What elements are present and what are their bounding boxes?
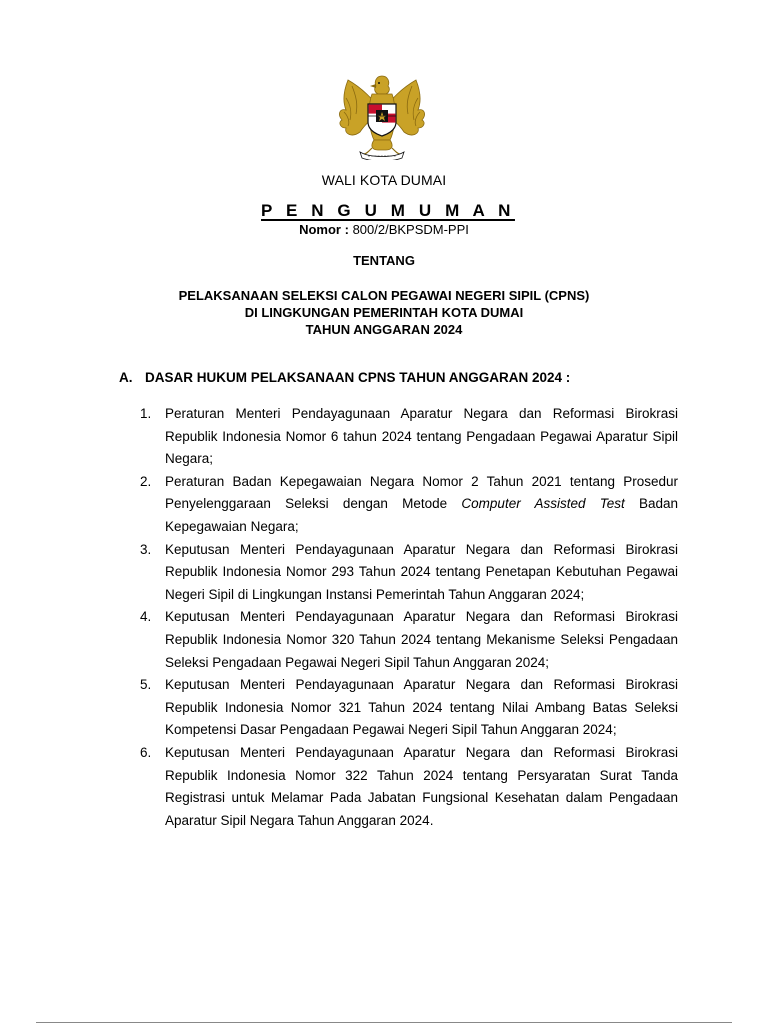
list-item	[140, 606, 678, 674]
document-number	[0, 222, 768, 237]
list-item-number: 2.	[140, 473, 152, 489]
section-a-heading	[119, 370, 570, 385]
list-item-text-italic: Computer Assisted Test	[461, 496, 625, 512]
subject-line: TAHUN ANGGARAN 2024	[305, 322, 463, 337]
list-item-text: Keputusan Menteri Pendayagunaan Aparatur Negara dan Reformasi Birokrasi Republik Indonesia Nomor 293 Tahun 2024 tentang Penetapan Kebutuhan Pegawai Negeri Sipil di Lingkungan Instansi Pemerintah Tahun Anggaran 2024;	[165, 541, 678, 602]
document-number-label: Nomor :	[299, 222, 349, 237]
list-item-number: 5.	[140, 677, 152, 693]
list-item-text-part: Badan Kepegawaian Negara;	[165, 496, 679, 534]
section-letter: A.	[119, 370, 133, 385]
document-subject	[0, 287, 768, 338]
tentang-label: TENTANG	[353, 253, 415, 268]
list-item-text	[165, 471, 678, 539]
list-item	[140, 674, 678, 742]
issuing-authority: WALI KOTA DUMAI	[321, 172, 447, 188]
subject-line: PELAKSANAAN SELEKSI CALON PEGAWAI NEGERI SIPIL (CPNS)	[178, 288, 590, 303]
list-item-number: 4.	[140, 609, 152, 625]
list-item-text-part: Peraturan Badan Kepegawaian Negara Nomor 2 Tahun 2021 tentang Prosedur Penyelenggaraan Seleksi dengan Metode	[165, 473, 678, 512]
garuda-pancasila-icon	[334, 70, 430, 160]
list-item-number: 1.	[140, 406, 152, 421]
page-bottom-divider	[36, 1022, 732, 1023]
list-item	[140, 403, 678, 471]
section-title: DASAR HUKUM PELAKSANAAN CPNS TAHUN ANGGARAN 2024 :	[145, 370, 571, 385]
list-item-text: Keputusan Menteri Pendayagunaan Aparatur Negara dan Reformasi Birokrasi Republik Indonesia Nomor 322 Tahun 2024 tentang Persyaratan Surat Tanda Registrasi untuk Melamar Pada Jabatan Fungsional Kesehatan dalam Pengadaan Aparatur Sipil Negara Tahun Anggaran 2024.	[165, 744, 678, 828]
legal-basis-list	[140, 403, 678, 832]
list-item-text: Keputusan Menteri Pendayagunaan Aparatur Negara dan Reformasi Birokrasi Republik Indonesia Nomor 320 Tahun 2024 tentang Mekanisme Seleksi Pengadaan Seleksi Pengadaan Pegawai Negeri Sipil Tahun Anggaran 2024;	[165, 609, 678, 670]
list-item-text: Keputusan Menteri Pendayagunaan Aparatur Negara dan Reformasi Birokrasi Republik Indonesia Nomor 321 Tahun 2024 tentang Nilai Ambang Batas Seleksi Kompetensi Dasar Pengadaan Pegawai Negeri Sipil Tahun Anggaran 2024;	[165, 677, 678, 738]
document-number-value: 800/2/BKPSDM-PPI	[352, 222, 469, 237]
list-item	[140, 471, 678, 539]
list-item	[140, 539, 678, 607]
list-item-text: Peraturan Menteri Pendayagunaan Aparatur Negara dan Reformasi Birokrasi Republik Indonesia Nomor 6 tahun 2024 tentang Pengadaan Pegawai Aparatur Sipil Negara;	[165, 406, 678, 467]
list-item-number: 3.	[140, 541, 152, 557]
document-title: P E N G U M U M A N	[261, 201, 515, 220]
list-item-number: 6.	[140, 744, 152, 760]
subject-line: DI LINGKUNGAN PEMERINTAH KOTA DUMAI	[244, 305, 524, 320]
list-item	[140, 742, 678, 832]
